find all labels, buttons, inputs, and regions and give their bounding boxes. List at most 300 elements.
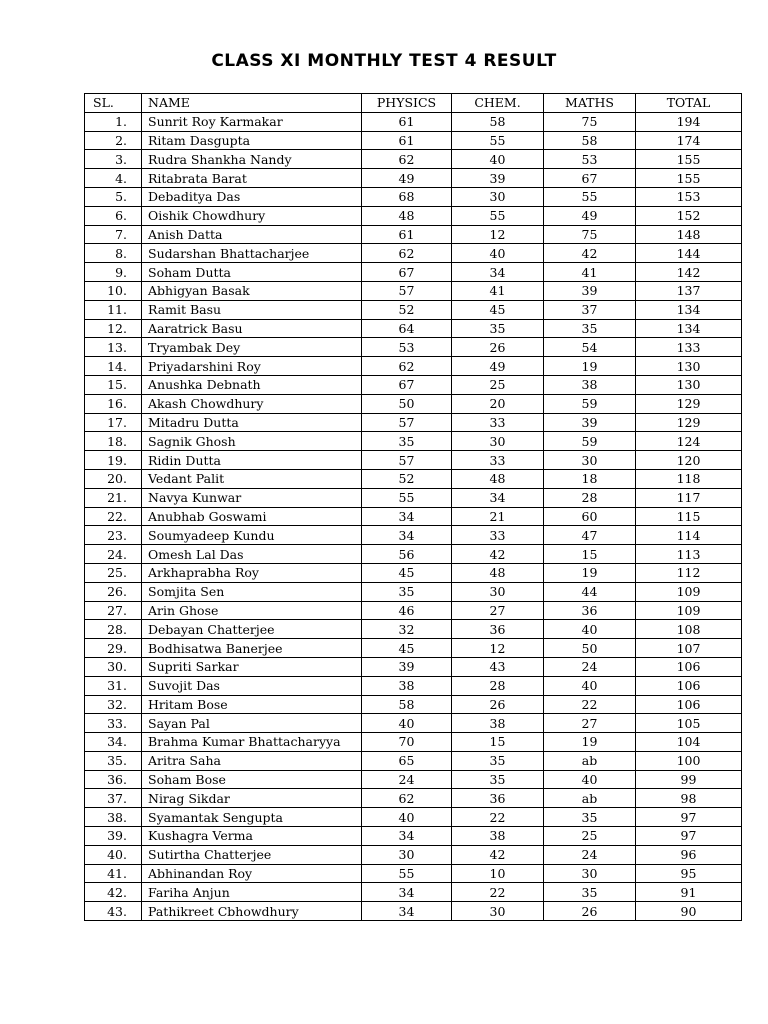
result-table — [84, 93, 742, 921]
cell-name: Ramit Basu — [142, 300, 362, 319]
cell-maths: ab — [544, 789, 636, 808]
cell-chem: 55 — [452, 206, 544, 225]
table-row — [85, 300, 742, 319]
cell-chem: 40 — [452, 150, 544, 169]
cell-maths: 39 — [544, 413, 636, 432]
cell-maths: 36 — [544, 601, 636, 620]
cell-chem: 35 — [452, 751, 544, 770]
cell-physics: 62 — [362, 789, 452, 808]
cell-name: Akash Chowdhury — [142, 394, 362, 413]
cell-name: Suvojit Das — [142, 676, 362, 695]
table-row — [85, 676, 742, 695]
cell-total: 194 — [636, 112, 742, 131]
cell-sl: 39. — [85, 827, 142, 846]
cell-total: 104 — [636, 733, 742, 752]
cell-name: Rudra Shankha Nandy — [142, 150, 362, 169]
cell-name: Bodhisatwa Banerjee — [142, 639, 362, 658]
cell-name: Anish Datta — [142, 225, 362, 244]
cell-maths: 39 — [544, 281, 636, 300]
table-row — [85, 827, 742, 846]
cell-total: 107 — [636, 639, 742, 658]
table-row — [85, 169, 742, 188]
cell-maths: 28 — [544, 488, 636, 507]
cell-physics: 30 — [362, 845, 452, 864]
cell-chem: 45 — [452, 300, 544, 319]
cell-physics: 34 — [362, 883, 452, 902]
cell-total: 106 — [636, 657, 742, 676]
cell-chem: 36 — [452, 789, 544, 808]
cell-chem: 26 — [452, 338, 544, 357]
cell-physics: 65 — [362, 751, 452, 770]
cell-chem: 33 — [452, 526, 544, 545]
cell-total: 137 — [636, 281, 742, 300]
cell-chem: 38 — [452, 714, 544, 733]
cell-total: 109 — [636, 601, 742, 620]
cell-name: Anubhab Goswami — [142, 507, 362, 526]
cell-sl: 13. — [85, 338, 142, 357]
cell-maths: 24 — [544, 657, 636, 676]
cell-sl: 20. — [85, 469, 142, 488]
cell-total: 100 — [636, 751, 742, 770]
cell-sl: 42. — [85, 883, 142, 902]
cell-physics: 62 — [362, 150, 452, 169]
table-row — [85, 695, 742, 714]
cell-name: Arin Ghose — [142, 601, 362, 620]
cell-sl: 3. — [85, 150, 142, 169]
table-row — [85, 639, 742, 658]
cell-maths: 35 — [544, 319, 636, 338]
cell-chem: 21 — [452, 507, 544, 526]
cell-chem: 34 — [452, 263, 544, 282]
cell-physics: 61 — [362, 112, 452, 131]
cell-name: Sudarshan Bhattacharjee — [142, 244, 362, 263]
cell-name: Somjita Sen — [142, 582, 362, 601]
cell-total: 99 — [636, 770, 742, 789]
cell-physics: 57 — [362, 451, 452, 470]
cell-chem: 43 — [452, 657, 544, 676]
cell-total: 105 — [636, 714, 742, 733]
cell-physics: 55 — [362, 488, 452, 507]
cell-total: 95 — [636, 864, 742, 883]
cell-total: 120 — [636, 451, 742, 470]
cell-sl: 1. — [85, 112, 142, 131]
table-row — [85, 864, 742, 883]
cell-total: 98 — [636, 789, 742, 808]
cell-total: 148 — [636, 225, 742, 244]
cell-total: 108 — [636, 620, 742, 639]
cell-physics: 34 — [362, 827, 452, 846]
header-total: TOTAL — [636, 94, 742, 113]
cell-sl: 33. — [85, 714, 142, 733]
cell-chem: 35 — [452, 319, 544, 338]
table-row — [85, 902, 742, 921]
cell-maths: 24 — [544, 845, 636, 864]
cell-chem: 39 — [452, 169, 544, 188]
cell-name: Hritam Bose — [142, 695, 362, 714]
cell-sl: 32. — [85, 695, 142, 714]
cell-maths: 49 — [544, 206, 636, 225]
cell-chem: 26 — [452, 695, 544, 714]
table-row — [85, 488, 742, 507]
cell-maths: 27 — [544, 714, 636, 733]
cell-chem: 27 — [452, 601, 544, 620]
cell-chem: 12 — [452, 225, 544, 244]
cell-total: 96 — [636, 845, 742, 864]
cell-sl: 35. — [85, 751, 142, 770]
cell-name: Ritabrata Barat — [142, 169, 362, 188]
cell-physics: 57 — [362, 413, 452, 432]
cell-name: Supriti Sarkar — [142, 657, 362, 676]
cell-sl: 43. — [85, 902, 142, 921]
cell-total: 106 — [636, 676, 742, 695]
cell-physics: 32 — [362, 620, 452, 639]
cell-total: 144 — [636, 244, 742, 263]
cell-chem: 41 — [452, 281, 544, 300]
cell-maths: 38 — [544, 375, 636, 394]
header-name: NAME — [142, 94, 362, 113]
cell-sl: 34. — [85, 733, 142, 752]
cell-total: 129 — [636, 413, 742, 432]
cell-chem: 42 — [452, 545, 544, 564]
table-row — [85, 413, 742, 432]
cell-name: Navya Kunwar — [142, 488, 362, 507]
cell-name: Ritam Dasgupta — [142, 131, 362, 150]
cell-name: Anushka Debnath — [142, 375, 362, 394]
cell-sl: 27. — [85, 601, 142, 620]
cell-physics: 67 — [362, 263, 452, 282]
cell-sl: 5. — [85, 187, 142, 206]
cell-maths: ab — [544, 751, 636, 770]
cell-name: Sunrit Roy Karmakar — [142, 112, 362, 131]
cell-chem: 12 — [452, 639, 544, 658]
cell-sl: 22. — [85, 507, 142, 526]
cell-name: Nirag Sikdar — [142, 789, 362, 808]
cell-total: 174 — [636, 131, 742, 150]
cell-maths: 75 — [544, 225, 636, 244]
table-row — [85, 808, 742, 827]
cell-sl: 15. — [85, 375, 142, 394]
cell-name: Omesh Lal Das — [142, 545, 362, 564]
table-row — [85, 751, 742, 770]
cell-name: Soham Bose — [142, 770, 362, 789]
cell-total: 155 — [636, 150, 742, 169]
cell-chem: 30 — [452, 187, 544, 206]
cell-total: 133 — [636, 338, 742, 357]
cell-physics: 56 — [362, 545, 452, 564]
cell-sl: 41. — [85, 864, 142, 883]
table-row — [85, 263, 742, 282]
cell-chem: 28 — [452, 676, 544, 695]
cell-physics: 38 — [362, 676, 452, 695]
cell-sl: 19. — [85, 451, 142, 470]
cell-name: Aritra Saha — [142, 751, 362, 770]
cell-physics: 58 — [362, 695, 452, 714]
table-row — [85, 507, 742, 526]
cell-sl: 17. — [85, 413, 142, 432]
cell-sl: 8. — [85, 244, 142, 263]
cell-name: Debayan Chatterjee — [142, 620, 362, 639]
table-row — [85, 206, 742, 225]
cell-maths: 42 — [544, 244, 636, 263]
cell-total: 130 — [636, 357, 742, 376]
cell-total: 134 — [636, 319, 742, 338]
cell-total: 142 — [636, 263, 742, 282]
cell-physics: 62 — [362, 357, 452, 376]
cell-chem: 30 — [452, 582, 544, 601]
cell-name: Brahma Kumar Bhattacharyya — [142, 733, 362, 752]
cell-total: 106 — [636, 695, 742, 714]
cell-physics: 61 — [362, 131, 452, 150]
cell-sl: 24. — [85, 545, 142, 564]
cell-total: 129 — [636, 394, 742, 413]
cell-chem: 35 — [452, 770, 544, 789]
cell-physics: 24 — [362, 770, 452, 789]
cell-physics: 34 — [362, 902, 452, 921]
cell-sl: 37. — [85, 789, 142, 808]
cell-name: Ridin Dutta — [142, 451, 362, 470]
table-row — [85, 432, 742, 451]
cell-name: Soham Dutta — [142, 263, 362, 282]
cell-chem: 42 — [452, 845, 544, 864]
cell-sl: 30. — [85, 657, 142, 676]
table-row — [85, 225, 742, 244]
cell-chem: 48 — [452, 563, 544, 582]
cell-sl: 29. — [85, 639, 142, 658]
cell-name: Vedant Palit — [142, 469, 362, 488]
cell-maths: 40 — [544, 770, 636, 789]
cell-maths: 26 — [544, 902, 636, 921]
cell-chem: 25 — [452, 375, 544, 394]
table-row — [85, 150, 742, 169]
table-row — [85, 319, 742, 338]
table-row — [85, 582, 742, 601]
header-sl: SL. — [85, 94, 142, 113]
cell-maths: 41 — [544, 263, 636, 282]
header-row — [85, 94, 742, 113]
cell-maths: 18 — [544, 469, 636, 488]
cell-maths: 55 — [544, 187, 636, 206]
cell-chem: 38 — [452, 827, 544, 846]
page-title: CLASS XI MONTHLY TEST 4 RESULT — [211, 51, 557, 71]
cell-maths: 44 — [544, 582, 636, 601]
cell-chem: 48 — [452, 469, 544, 488]
table-row — [85, 601, 742, 620]
cell-maths: 50 — [544, 639, 636, 658]
cell-total: 109 — [636, 582, 742, 601]
table-row — [85, 733, 742, 752]
cell-total: 152 — [636, 206, 742, 225]
cell-total: 134 — [636, 300, 742, 319]
cell-sl: 7. — [85, 225, 142, 244]
cell-name: Abhinandan Roy — [142, 864, 362, 883]
cell-physics: 53 — [362, 338, 452, 357]
table-row — [85, 357, 742, 376]
cell-chem: 36 — [452, 620, 544, 639]
cell-name: Syamantak Sengupta — [142, 808, 362, 827]
cell-sl: 31. — [85, 676, 142, 695]
cell-physics: 40 — [362, 714, 452, 733]
cell-physics: 70 — [362, 733, 452, 752]
cell-maths: 53 — [544, 150, 636, 169]
cell-sl: 4. — [85, 169, 142, 188]
table-row — [85, 451, 742, 470]
cell-sl: 40. — [85, 845, 142, 864]
cell-physics: 64 — [362, 319, 452, 338]
cell-physics: 35 — [362, 582, 452, 601]
cell-total: 153 — [636, 187, 742, 206]
header-physics: PHYSICS — [362, 94, 452, 113]
cell-maths: 35 — [544, 808, 636, 827]
cell-sl: 16. — [85, 394, 142, 413]
cell-name: Sutirtha Chatterjee — [142, 845, 362, 864]
cell-sl: 26. — [85, 582, 142, 601]
header-chem: CHEM. — [452, 94, 544, 113]
cell-sl: 6. — [85, 206, 142, 225]
cell-sl: 21. — [85, 488, 142, 507]
cell-chem: 20 — [452, 394, 544, 413]
cell-maths: 60 — [544, 507, 636, 526]
cell-chem: 30 — [452, 432, 544, 451]
table-row — [85, 545, 742, 564]
cell-physics: 45 — [362, 563, 452, 582]
cell-sl: 11. — [85, 300, 142, 319]
table-row — [85, 883, 742, 902]
cell-total: 124 — [636, 432, 742, 451]
header-maths: MATHS — [544, 94, 636, 113]
cell-physics: 49 — [362, 169, 452, 188]
cell-total: 155 — [636, 169, 742, 188]
cell-sl: 12. — [85, 319, 142, 338]
cell-maths: 35 — [544, 883, 636, 902]
table-row — [85, 244, 742, 263]
cell-physics: 52 — [362, 469, 452, 488]
cell-name: Sagnik Ghosh — [142, 432, 362, 451]
cell-maths: 22 — [544, 695, 636, 714]
cell-sl: 9. — [85, 263, 142, 282]
cell-physics: 40 — [362, 808, 452, 827]
cell-sl: 10. — [85, 281, 142, 300]
cell-maths: 67 — [544, 169, 636, 188]
cell-name: Aaratrick Basu — [142, 319, 362, 338]
cell-total: 97 — [636, 808, 742, 827]
table-row — [85, 845, 742, 864]
cell-sl: 36. — [85, 770, 142, 789]
cell-physics: 45 — [362, 639, 452, 658]
cell-total: 90 — [636, 902, 742, 921]
table-row — [85, 789, 742, 808]
table-row — [85, 131, 742, 150]
cell-physics: 34 — [362, 507, 452, 526]
table-row — [85, 281, 742, 300]
cell-chem: 33 — [452, 413, 544, 432]
cell-maths: 19 — [544, 563, 636, 582]
cell-name: Oishik Chowdhury — [142, 206, 362, 225]
cell-total: 91 — [636, 883, 742, 902]
cell-chem: 49 — [452, 357, 544, 376]
table-row — [85, 338, 742, 357]
cell-chem: 34 — [452, 488, 544, 507]
cell-total: 118 — [636, 469, 742, 488]
cell-total: 97 — [636, 827, 742, 846]
cell-maths: 75 — [544, 112, 636, 131]
cell-sl: 28. — [85, 620, 142, 639]
cell-name: Kushagra Verma — [142, 827, 362, 846]
cell-sl: 14. — [85, 357, 142, 376]
cell-name: Abhigyan Basak — [142, 281, 362, 300]
table-row — [85, 112, 742, 131]
cell-name: Mitadru Dutta — [142, 413, 362, 432]
cell-maths: 59 — [544, 432, 636, 451]
cell-total: 130 — [636, 375, 742, 394]
cell-physics: 55 — [362, 864, 452, 883]
cell-maths: 59 — [544, 394, 636, 413]
cell-physics: 57 — [362, 281, 452, 300]
table-row — [85, 657, 742, 676]
cell-name: Debaditya Das — [142, 187, 362, 206]
table-row — [85, 375, 742, 394]
cell-maths: 30 — [544, 451, 636, 470]
table-row — [85, 394, 742, 413]
cell-name: Fariha Anjun — [142, 883, 362, 902]
cell-maths: 40 — [544, 676, 636, 695]
cell-name: Arkhaprabha Roy — [142, 563, 362, 582]
cell-sl: 25. — [85, 563, 142, 582]
cell-name: Priyadarshini Roy — [142, 357, 362, 376]
cell-physics: 50 — [362, 394, 452, 413]
cell-maths: 30 — [544, 864, 636, 883]
table-body — [85, 112, 742, 920]
cell-total: 112 — [636, 563, 742, 582]
cell-physics: 61 — [362, 225, 452, 244]
cell-physics: 34 — [362, 526, 452, 545]
cell-maths: 37 — [544, 300, 636, 319]
cell-physics: 39 — [362, 657, 452, 676]
cell-physics: 46 — [362, 601, 452, 620]
table-row — [85, 770, 742, 789]
cell-sl: 23. — [85, 526, 142, 545]
cell-physics: 48 — [362, 206, 452, 225]
cell-chem: 30 — [452, 902, 544, 921]
table-row — [85, 714, 742, 733]
cell-chem: 10 — [452, 864, 544, 883]
cell-maths: 19 — [544, 733, 636, 752]
cell-sl: 2. — [85, 131, 142, 150]
cell-total: 117 — [636, 488, 742, 507]
cell-chem: 22 — [452, 808, 544, 827]
cell-sl: 38. — [85, 808, 142, 827]
cell-maths: 15 — [544, 545, 636, 564]
cell-chem: 33 — [452, 451, 544, 470]
cell-physics: 35 — [362, 432, 452, 451]
cell-chem: 40 — [452, 244, 544, 263]
cell-physics: 62 — [362, 244, 452, 263]
table-row — [85, 187, 742, 206]
cell-chem: 15 — [452, 733, 544, 752]
cell-name: Tryambak Dey — [142, 338, 362, 357]
cell-maths: 25 — [544, 827, 636, 846]
cell-name: Soumyadeep Kundu — [142, 526, 362, 545]
cell-total: 115 — [636, 507, 742, 526]
cell-maths: 19 — [544, 357, 636, 376]
cell-maths: 54 — [544, 338, 636, 357]
cell-physics: 67 — [362, 375, 452, 394]
table-row — [85, 620, 742, 639]
cell-total: 114 — [636, 526, 742, 545]
cell-chem: 22 — [452, 883, 544, 902]
cell-maths: 58 — [544, 131, 636, 150]
cell-chem: 58 — [452, 112, 544, 131]
cell-name: Pathikreet Cbhowdhury — [142, 902, 362, 921]
